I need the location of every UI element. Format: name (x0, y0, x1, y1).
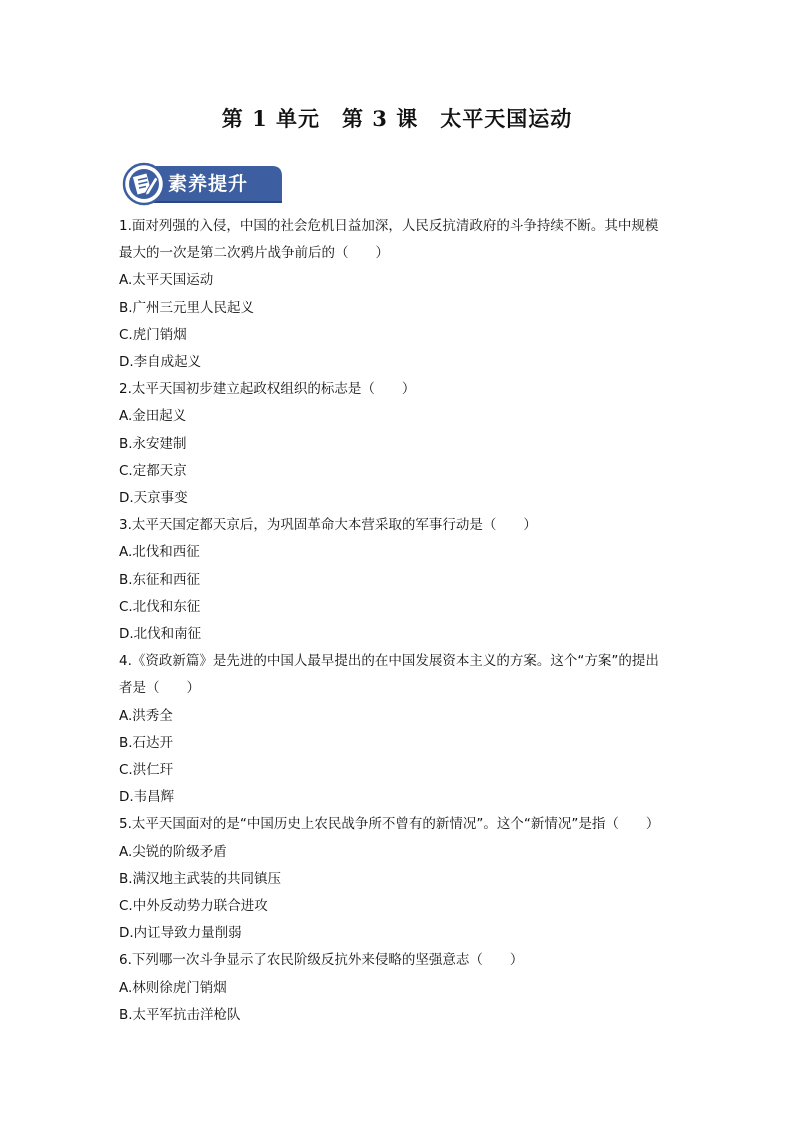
answer-option: C.定都天京 (119, 462, 187, 479)
title-name: 太平天国运动 (440, 106, 573, 131)
question-1 (119, 213, 679, 376)
answer-option: A.尖锐的阶级矛盾 (119, 843, 227, 860)
answer-option: C.北伐和东征 (119, 598, 201, 615)
answer-option: C.虎门销烟 (119, 326, 187, 343)
question-stem: 5.太平天国面对的是“中国历史上农民战争所不曾有的新情况”。这个“新情况”是指（ ） (119, 816, 660, 833)
question-4 (119, 648, 679, 811)
answer-option: B.满汉地主武装的共同镇压 (119, 870, 282, 887)
question-6 (119, 947, 679, 1029)
answer-option: A.金田起义 (119, 408, 187, 425)
pencil-paper-icon (122, 162, 166, 206)
answer-option: A.洪秀全 (119, 707, 173, 724)
section-badge (122, 162, 284, 206)
answer-option: A.太平天国运动 (119, 272, 214, 289)
question-2 (119, 376, 679, 512)
answer-option: D.韦昌辉 (119, 789, 175, 806)
title-unit: 第 1 单元 (221, 106, 320, 131)
question-stem: 6.下列哪一次斗争显示了农民阶级反抗外来侵略的坚强意志（ ） (119, 952, 524, 969)
answer-option: B.东征和西征 (119, 571, 201, 588)
answer-option: B.广州三元里人民起义 (119, 299, 255, 316)
question-list (119, 213, 679, 1029)
question-5 (119, 811, 679, 947)
answer-option: A.北伐和西征 (119, 544, 200, 561)
answer-option: B.石达开 (119, 734, 174, 751)
page-title (0, 104, 794, 134)
answer-option: B.太平军抗击洋枪队 (119, 1006, 241, 1023)
answer-option: D.天京事变 (119, 490, 188, 507)
answer-option: A.林则徐虎门销烟 (119, 979, 227, 996)
question-stem: 2.太平天国初步建立起政权组织的标志是（ ） (119, 381, 416, 398)
question-stem: 1.面对列强的入侵，中国的社会危机日益加深，人民反抗清政府的斗争持续不断。其中规模 (119, 218, 659, 234)
question-stem: 者是（ ） (119, 680, 200, 697)
answer-option: B.永安建制 (119, 435, 187, 452)
answer-option: D.李自成起义 (119, 354, 202, 371)
section-label: 素养提升 (168, 173, 249, 195)
question-stem: 3.太平天国定都天京后，为巩固革命大本营采取的军事行动是（ ） (119, 517, 537, 534)
question-3 (119, 512, 679, 648)
answer-option: D.北伐和南征 (119, 626, 202, 643)
answer-option: C.中外反动势力联合进攻 (119, 898, 268, 915)
question-stem: 4.《资政新篇》是先进的中国人最早提出的在中国发展资本主义的方案。这个“方案”的提出 (119, 653, 659, 670)
question-stem: 最大的一次是第二次鸦片战争前后的（ ） (119, 245, 389, 262)
answer-option: D.内讧导致力量削弱 (119, 925, 242, 942)
title-lesson: 第 3 课 (342, 106, 419, 131)
answer-option: C.洪仁玕 (119, 762, 174, 779)
